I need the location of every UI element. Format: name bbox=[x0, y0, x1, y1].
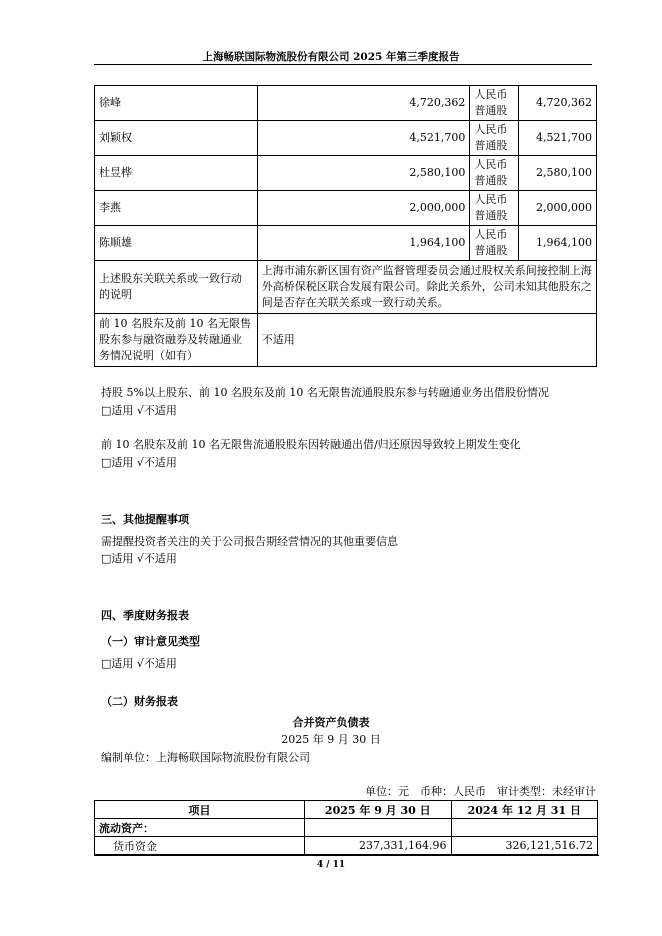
holder-name: 陈顺雄 bbox=[95, 226, 258, 261]
holder-name: 徐峰 bbox=[95, 86, 258, 121]
col-2024: 2024 年 12 月 31 日 bbox=[451, 801, 597, 819]
share-type: 人民币普通股 bbox=[470, 86, 519, 121]
section-label: 流动资产： bbox=[95, 819, 305, 837]
share-type: 人民币普通股 bbox=[470, 191, 519, 226]
page-header: 上海畅联国际物流股份有限公司 2025 年第三季度报告 bbox=[202, 51, 460, 63]
value-2025: 237,331,164.96 bbox=[305, 837, 451, 855]
statement-date: 2025 年 9 月 30 日 bbox=[281, 733, 381, 746]
relation-label: 上述股东关联关系或一致行动的说明 bbox=[95, 261, 258, 314]
item-cash: 货币资金 bbox=[95, 837, 305, 855]
unit-line: 单位：元 币种：人民币 审计类型：未经审计 bbox=[365, 785, 596, 798]
holder-name: 李燕 bbox=[95, 191, 258, 226]
holder-shares: 4,720,362 bbox=[257, 86, 470, 121]
share-type: 人民币普通股 bbox=[470, 156, 519, 191]
share-count: 2,580,100 bbox=[519, 156, 597, 191]
table-header-row bbox=[95, 801, 598, 819]
change-option: □适用 √不适用 bbox=[101, 456, 177, 469]
table-row bbox=[95, 156, 597, 191]
page-number: 4 / 11 bbox=[316, 860, 346, 870]
table-row bbox=[95, 819, 598, 837]
header-rule bbox=[94, 64, 592, 65]
footer-rule bbox=[94, 855, 599, 856]
margin-text: 不适用 bbox=[257, 314, 596, 367]
share-count: 4,521,700 bbox=[519, 121, 597, 156]
value-2024: 326,121,516.72 bbox=[451, 837, 597, 855]
holder-name: 刘颖权 bbox=[95, 121, 258, 156]
holder-shares: 1,964,100 bbox=[257, 226, 470, 261]
holder-shares: 2,580,100 bbox=[257, 156, 470, 191]
subsection-title: （一）审计意见类型 bbox=[101, 635, 200, 648]
table-row bbox=[95, 226, 597, 261]
table-row bbox=[95, 314, 597, 367]
share-count: 1,964,100 bbox=[519, 226, 597, 261]
table-row bbox=[95, 837, 598, 855]
section-title: 四、季度财务报表 bbox=[101, 609, 189, 622]
holder-shares: 4,521,700 bbox=[257, 121, 470, 156]
section-title: 三、其他提醒事项 bbox=[101, 513, 189, 526]
col-item: 项目 bbox=[95, 801, 305, 819]
relation-text: 上海市浦东新区国有资产监督管理委员会通过股权关系间接控制上海外高桥保税区联合发展有限公司。除此关系外，公司未知其他股东之间是否存在关联关系或一致行动关系。 bbox=[257, 261, 596, 314]
statement-title: 合并资产负债表 bbox=[292, 716, 370, 729]
share-type: 人民币普通股 bbox=[470, 226, 519, 261]
compiler: 编制单位：上海畅联国际物流股份有限公司 bbox=[101, 751, 310, 764]
balance-sheet-table bbox=[94, 800, 598, 855]
margin-label: 前 10 名股东及前 10 名无限售股东参与融资融券及转融通业务情况说明（如有） bbox=[95, 314, 258, 367]
reminder-option: □适用 √不适用 bbox=[101, 552, 177, 565]
subsection-title: （二）财务报表 bbox=[101, 695, 178, 708]
reminder-text: 需提醒投资者关注的关于公司报告期经营情况的其他重要信息 bbox=[101, 535, 398, 548]
table-row bbox=[95, 86, 597, 121]
shareholders-table bbox=[94, 85, 597, 367]
holder-shares: 2,000,000 bbox=[257, 191, 470, 226]
lending-option: □适用 √不适用 bbox=[101, 404, 177, 417]
share-count: 2,000,000 bbox=[519, 191, 597, 226]
table-row bbox=[95, 191, 597, 226]
audit-option: □适用 √不适用 bbox=[101, 657, 177, 670]
table-row bbox=[95, 261, 597, 314]
col-2025: 2025 年 9 月 30 日 bbox=[305, 801, 451, 819]
holder-name: 杜昱桦 bbox=[95, 156, 258, 191]
table-row bbox=[95, 121, 597, 156]
change-statement: 前 10 名股东及前 10 名无限售流通股股东因转融通出借/归还原因导致较上期发生变化 bbox=[101, 438, 521, 451]
share-count: 4,720,362 bbox=[519, 86, 597, 121]
share-type: 人民币普通股 bbox=[470, 121, 519, 156]
lending-statement: 持股 5%以上股东、前 10 名股东及前 10 名无限售流通股股东参与转融通业务出借股份情况 bbox=[101, 386, 549, 399]
